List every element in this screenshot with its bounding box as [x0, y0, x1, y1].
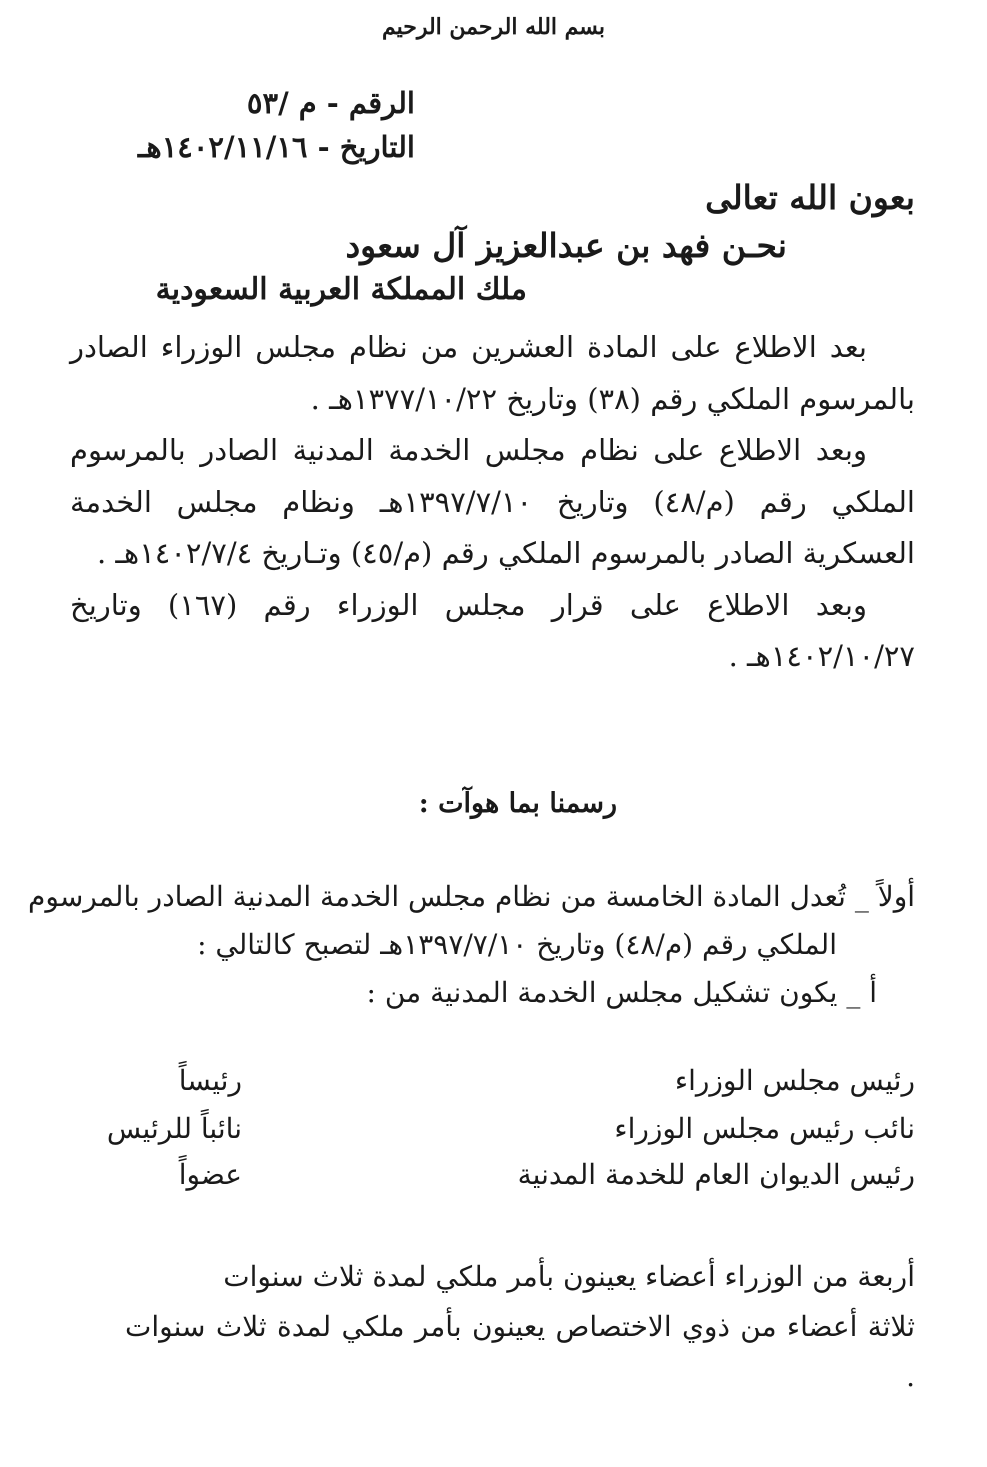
- heading-line-2: نحـن فهد بن عبدالعزيز آل سعود: [345, 226, 787, 265]
- preamble-paragraph-1: بعد الاطلاع على المادة العشرين من نظام مجلس الوزراء الصادر بالمرسوم الملكي رقم (٣٨) وتاريخ ١٣٧٧/١٠/٢٢هـ .: [70, 330, 915, 416]
- member-name-2: نائب رئيس مجلس الوزراء: [614, 1112, 915, 1145]
- preamble: [70, 322, 915, 683]
- basmala: بسم الله الرحمن الرحيم: [381, 14, 606, 40]
- heading-line-3: ملك المملكة العربية السعودية: [155, 272, 527, 307]
- article-one-line-2: الملكي رقم (م/٤٨) وتاريخ ١٣٩٧/٧/١٠هـ لتصبح كالتالي :: [197, 928, 837, 961]
- member-role-1: رئيساً: [178, 1064, 242, 1097]
- appointed-line-1: أربعة من الوزراء أعضاء يعينون بأمر ملكي لمدة ثلاث سنوات: [223, 1260, 915, 1293]
- preamble-paragraph-2: وبعد الاطلاع على نظام مجلس الخدمة المدنية الصادر بالمرسوم الملكي رقم (م/٤٨) وتاريخ ١٣٩٧/٧/١٠هـ ونظام مجلس الخدمة العسكرية الصادر بالمرسوم الملكي رقم (م/٤٥) وتـاريخ ١٤٠٢/٧/٤هـ .: [70, 433, 915, 570]
- reference-number: الرقم - م /٥٣: [246, 86, 415, 120]
- decree-label: رسمنا بما هوآت :: [418, 788, 617, 819]
- preamble-paragraph-3: وبعد الاطلاع على قرار مجلس الوزراء رقم (١٦٧) وتاريخ ١٤٠٢/١٠/٢٧هـ .: [70, 587, 915, 673]
- member-role-3: عضواً: [178, 1158, 242, 1191]
- reference-date: التاريخ - ١٤٠٢/١١/١٦هـ: [137, 130, 415, 164]
- heading-line-1: بعون الله تعالى: [705, 178, 915, 217]
- appointed-members: [125, 1252, 915, 1402]
- article-one-line-1: أولاً _ تُعدل المادة الخامسة من نظام مجلس الخدمة المدنية الصادر بالمرسوم: [28, 880, 915, 913]
- member-role-2: نائباً للرئيس: [106, 1112, 242, 1145]
- article-one-line-3: أ _ يكون تشكيل مجلس الخدمة المدنية من :: [366, 976, 877, 1009]
- appointed-line-2: ثلاثة أعضاء من ذوي الاختصاص يعينون بأمر ملكي لمدة ثلاث سنوات .: [125, 1310, 915, 1393]
- member-name-1: رئيس مجلس الوزراء: [674, 1064, 915, 1097]
- member-name-3: رئيس الديوان العام للخدمة المدنية: [517, 1158, 915, 1191]
